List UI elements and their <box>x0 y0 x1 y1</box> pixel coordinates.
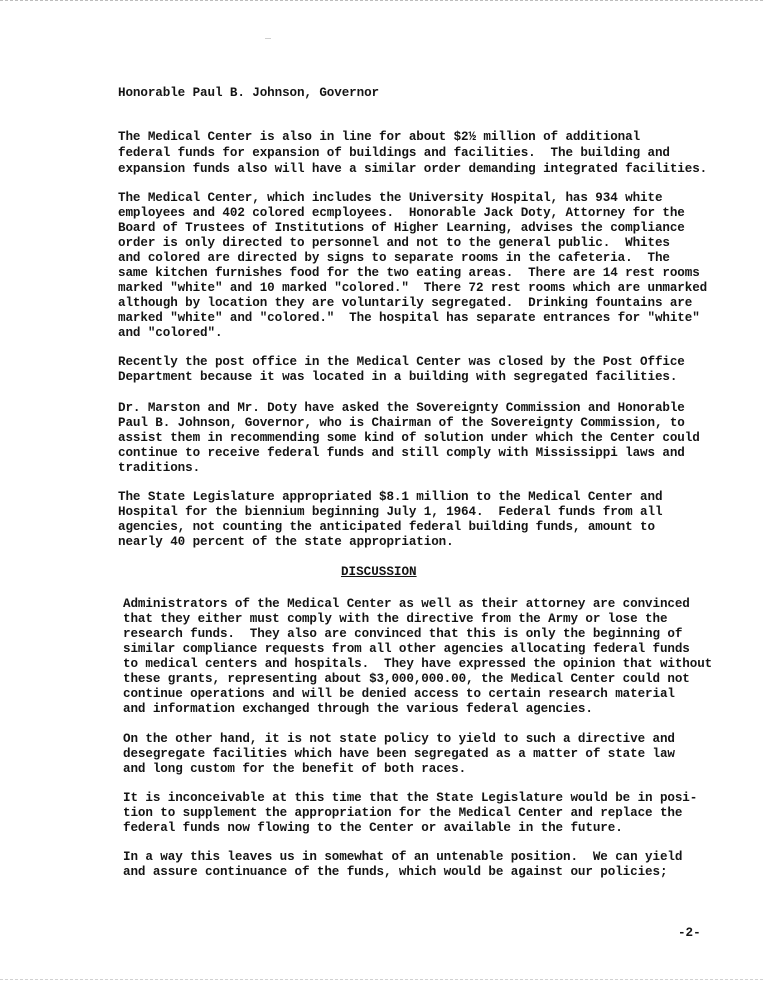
discussion-3-line-2: tion to supplement the appropriation for the Medical Center and replace the <box>123 806 683 820</box>
page-number: -2- <box>678 926 701 940</box>
discussion-1-line-8: and information exchanged through the various federal agencies. <box>123 702 593 716</box>
discussion-2-line-3: and long custom for the benefit of both races. <box>123 762 467 776</box>
paragraph-1-line-2: federal funds for expansion of buildings and facilities. The building and <box>118 146 670 160</box>
discussion-4-line-1: In a way this leaves us in somewhat of an untenable position. We can yield <box>123 850 683 864</box>
paragraph-2-line-4: order is only directed to personnel and not to the general public. Whites <box>118 236 670 250</box>
paragraph-2-line-10: and "colored". <box>118 326 223 340</box>
scan-speck <box>265 38 271 39</box>
bottom-edge-border <box>0 979 763 980</box>
paragraph-4-line-2: Paul B. Johnson, Governor, who is Chairman of the Sovereignty Commission, to <box>118 416 685 430</box>
discussion-4-line-2: and assure continuance of the funds, which would be against our policies; <box>123 865 668 879</box>
discussion-1-line-3: research funds. They also are convinced that this is only the beginning of <box>123 627 683 641</box>
paragraph-2-line-3: Board of Trustees of Institutions of Higher Learning, advises the compliance <box>118 221 685 235</box>
paragraph-5-line-4: nearly 40 percent of the state appropriation. <box>118 535 454 549</box>
discussion-heading: DISCUSSION <box>341 565 417 579</box>
paragraph-2-line-2: employees and 402 colored ecmployees. Honorable Jack Doty, Attorney for the <box>118 206 685 220</box>
salutation: Honorable Paul B. Johnson, Governor <box>118 86 380 100</box>
discussion-3-line-1: It is inconceivable at this time that the State Legislature would be in posi- <box>123 791 698 805</box>
top-edge-border <box>0 0 763 1</box>
paragraph-2-line-9: marked "white" and "colored." The hospital has separate entrances for "white" <box>118 311 700 325</box>
paragraph-1-line-1: The Medical Center is also in line for about $2½ million of additional <box>118 130 641 144</box>
paragraph-3-line-2: Department because it was located in a building with segregated facilities. <box>118 370 678 384</box>
paragraph-4-line-1: Dr. Marston and Mr. Doty have asked the Sovereignty Commission and Honorable <box>118 401 685 415</box>
paragraph-4-line-3: assist them in recommending some kind of solution under which the Center could <box>118 431 700 445</box>
paragraph-5-line-3: agencies, not counting the anticipated federal building funds, amount to <box>118 520 655 534</box>
discussion-3-line-3: federal funds now flowing to the Center or available in the future. <box>123 821 623 835</box>
paragraph-2-line-5: and colored are directed by signs to separate rooms in the cafeteria. The <box>118 251 670 265</box>
paragraph-2-line-1: The Medical Center, which includes the University Hospital, has 934 white <box>118 191 663 205</box>
discussion-1-line-4: similar compliance requests from all other agencies allocating federal funds <box>123 642 690 656</box>
paragraph-2-line-8: although by location they are voluntarily segregated. Drinking fountains are <box>118 296 693 310</box>
paragraph-2-line-6: same kitchen furnishes food for the two eating areas. There are 14 rest rooms <box>118 266 700 280</box>
paragraph-4-line-5: traditions. <box>118 461 201 475</box>
discussion-1-line-1: Administrators of the Medical Center as well as their attorney are convinced <box>123 597 690 611</box>
paragraph-5-line-2: Hospital for the biennium beginning July 1, 1964. Federal funds from all <box>118 505 663 519</box>
discussion-2-line-2: desegregate facilities which have been segregated as a matter of state law <box>123 747 675 761</box>
paragraph-5-line-1: The State Legislature appropriated $8.1 million to the Medical Center and <box>118 490 663 504</box>
discussion-1-line-6: these grants, representing about $3,000,000.00, the Medical Center could not <box>123 672 690 686</box>
paragraph-4-line-4: continue to receive federal funds and still comply with Mississippi laws and <box>118 446 685 460</box>
paragraph-2-line-7: marked "white" and 10 marked "colored." There 72 rest rooms which are unmarked <box>118 281 708 295</box>
paragraph-3-line-1: Recently the post office in the Medical Center was closed by the Post Office <box>118 355 685 369</box>
discussion-1-line-7: continue operations and will be denied access to certain research material <box>123 687 675 701</box>
discussion-1-line-5: to medical centers and hospitals. They have expressed the opinion that without <box>123 657 713 671</box>
discussion-1-line-2: that they either must comply with the directive from the Army or lose the <box>123 612 668 626</box>
paragraph-1-line-3: expansion funds also will have a similar order demanding integrated facilities. <box>118 162 708 176</box>
discussion-2-line-1: On the other hand, it is not state policy to yield to such a directive and <box>123 732 675 746</box>
